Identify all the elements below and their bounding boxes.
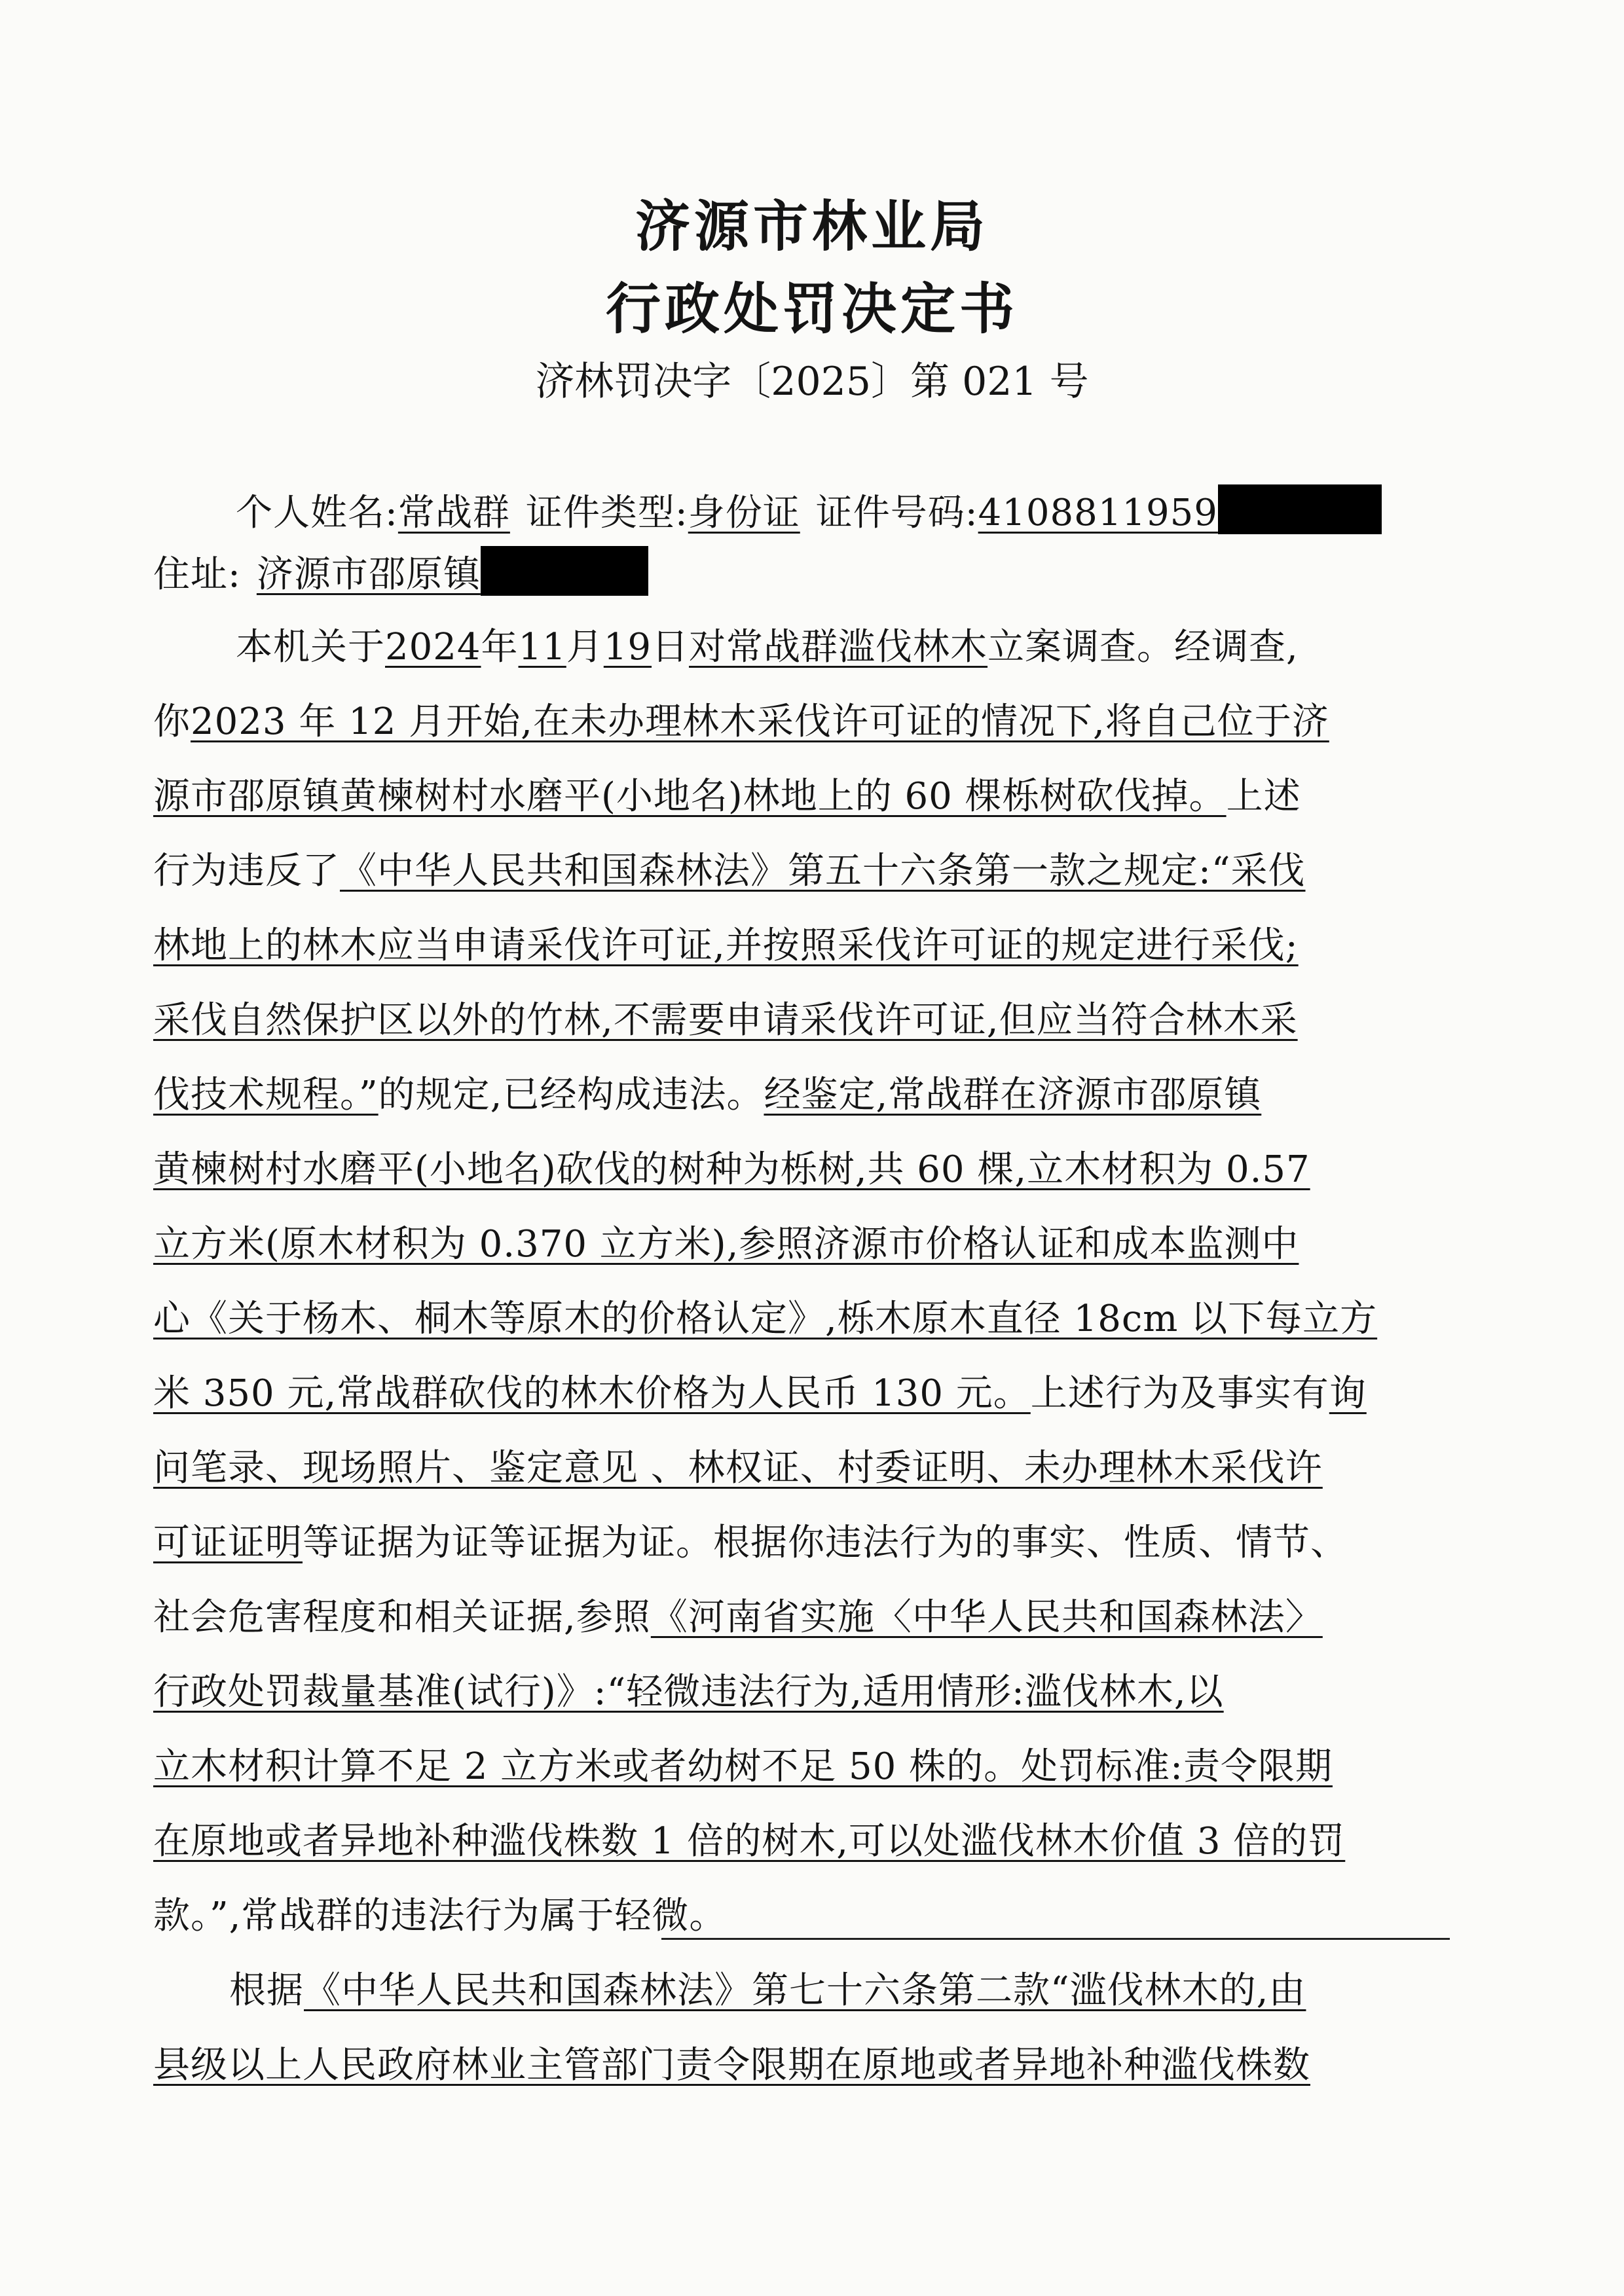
- body-line-14: [153, 1596, 1463, 1639]
- text-run: 社会危害程度和相关证据,参照: [153, 1596, 651, 1639]
- idno-value: 4108811959: [978, 492, 1218, 534]
- body-line-19: [229, 1969, 1539, 2013]
- text-run: 根据: [229, 1969, 304, 2012]
- text-run: 月: [566, 626, 604, 668]
- body-line-10: 心《关于杨木、桐木等原木的价格认定》,栎木原木直径 18cm 以下每立方: [153, 1298, 1378, 1340]
- text-run: 款。”,常战群的违法行为属于轻微。: [153, 1895, 727, 1937]
- body-line-16: [153, 1745, 1463, 1789]
- idtype-label: 证件类型:: [525, 492, 688, 534]
- text-run: 立案调查。经调查,: [987, 626, 1299, 668]
- idno-label: 证件号码:: [815, 492, 978, 534]
- party-line-2: [153, 546, 1463, 596]
- body-line-02: [153, 701, 1463, 744]
- body-line-12: 问笔录、现场照片、鉴定意见 、林权证、村委证明、未办理林木采伐许: [153, 1447, 1323, 1489]
- body-line-17: 在原地或者异地补种滥伐株数 1 倍的树木,可以处滥伐林木价值 3 倍的罚: [153, 1820, 1346, 1863]
- idtype-value: 身份证: [688, 492, 800, 534]
- case-subject: 对常战群滥伐林木: [689, 626, 988, 668]
- text-run: 你: [153, 701, 191, 743]
- text-run: 等证据为证等证据为证。根据你违法行为的事实、性质、情节、: [303, 1522, 1348, 1564]
- body-line-01: [236, 626, 1545, 669]
- name-value: 常战群: [397, 492, 510, 534]
- address-label: 住址:: [153, 553, 241, 596]
- body-line-13: [153, 1522, 1463, 1565]
- text-run: 《中华人民共和国森林法》第七十六条第二款“滥伐林木的,由: [304, 1969, 1306, 2012]
- agency-title: 济源市林业局: [635, 194, 989, 259]
- body-line-05: 林地上的林木应当申请采伐许可证,并按照采伐许可证的规定进行采伐;: [153, 924, 1299, 967]
- name-label: 个人姓名:: [236, 492, 398, 534]
- text-run: 经鉴定,常战群在济源市邵原镇: [764, 1074, 1262, 1116]
- text-run: 《中华人民共和国森林法》第五十六条第一款之规定:“采伐: [340, 850, 1306, 892]
- underline-rule: [661, 1938, 1450, 1940]
- body-line-15: 行政处罚裁量基准(试行)》:“轻微违法行为,适用情形:滥伐林木,以: [153, 1671, 1224, 1713]
- text-run: 上述行为及事实有: [1030, 1372, 1329, 1415]
- document-number: 济林罚决字〔2025〕第 021 号: [535, 359, 1089, 405]
- date-year: 2024: [385, 626, 481, 668]
- document-title: 行政处罚决定书: [605, 276, 1018, 341]
- redaction-bar: [1218, 484, 1382, 534]
- text-run: 询: [1329, 1372, 1367, 1415]
- body-line-20: 县级以上人民政府林业主管部门责令限期在原地或者异地补种滥伐株数: [153, 2044, 1310, 2086]
- redaction-bar: [481, 546, 648, 596]
- text-run: 本机关于: [236, 626, 385, 668]
- text-run: 可证证明: [153, 1522, 303, 1564]
- text-run: 年: [481, 626, 519, 668]
- body-line-04: [153, 850, 1463, 893]
- text-run: 《河南省实施〈中华人民共和国森林法〉: [650, 1596, 1323, 1639]
- body-line-07: [153, 1074, 1463, 1117]
- text-run: 米 350 元,常战群砍伐的林木价格为人民币 130 元。: [153, 1372, 1031, 1415]
- body-line-06: 采伐自然保护区以外的竹林,不需要申请采伐许可证,但应当符合林木采: [153, 999, 1298, 1042]
- text-run: 伐技术规程。”: [153, 1074, 378, 1116]
- date-day: 19: [603, 626, 652, 668]
- text-run: 的规定,已经构成违法。: [378, 1074, 764, 1116]
- text-run: 上述: [1226, 775, 1301, 818]
- text-run: 日: [652, 626, 690, 668]
- body-line-09: 立方米(原木材积为 0.370 立方米),参照济源市价格认证和成本监测中: [153, 1223, 1299, 1266]
- date-month: 11: [518, 626, 566, 668]
- text-run: 源市邵原镇黄楝树村水磨平(小地名)林地上的 60 棵栎树砍伐掉。: [153, 775, 1227, 818]
- body-line-08: 黄楝树村水磨平(小地名)砍伐的树种为栎树,共 60 棵,立木材积为 0.57: [153, 1148, 1310, 1191]
- text-run: 2023 年 12 月开始,在未办理林木采伐许可证的情况下,将自己位于济: [191, 701, 1329, 743]
- body-line-03: [153, 775, 1463, 818]
- text-run: 处罚标准:责令限期: [1021, 1745, 1333, 1788]
- body-line-11: [153, 1372, 1463, 1415]
- address-value: 济源市邵原镇: [256, 553, 481, 596]
- body-line-18: [153, 1895, 1463, 1938]
- text-run: 行为违反了: [153, 850, 340, 892]
- party-line-1: [236, 484, 1545, 535]
- text-run: 立木材积计算不足 2 立方米或者幼树不足 50 株的。: [153, 1745, 1022, 1788]
